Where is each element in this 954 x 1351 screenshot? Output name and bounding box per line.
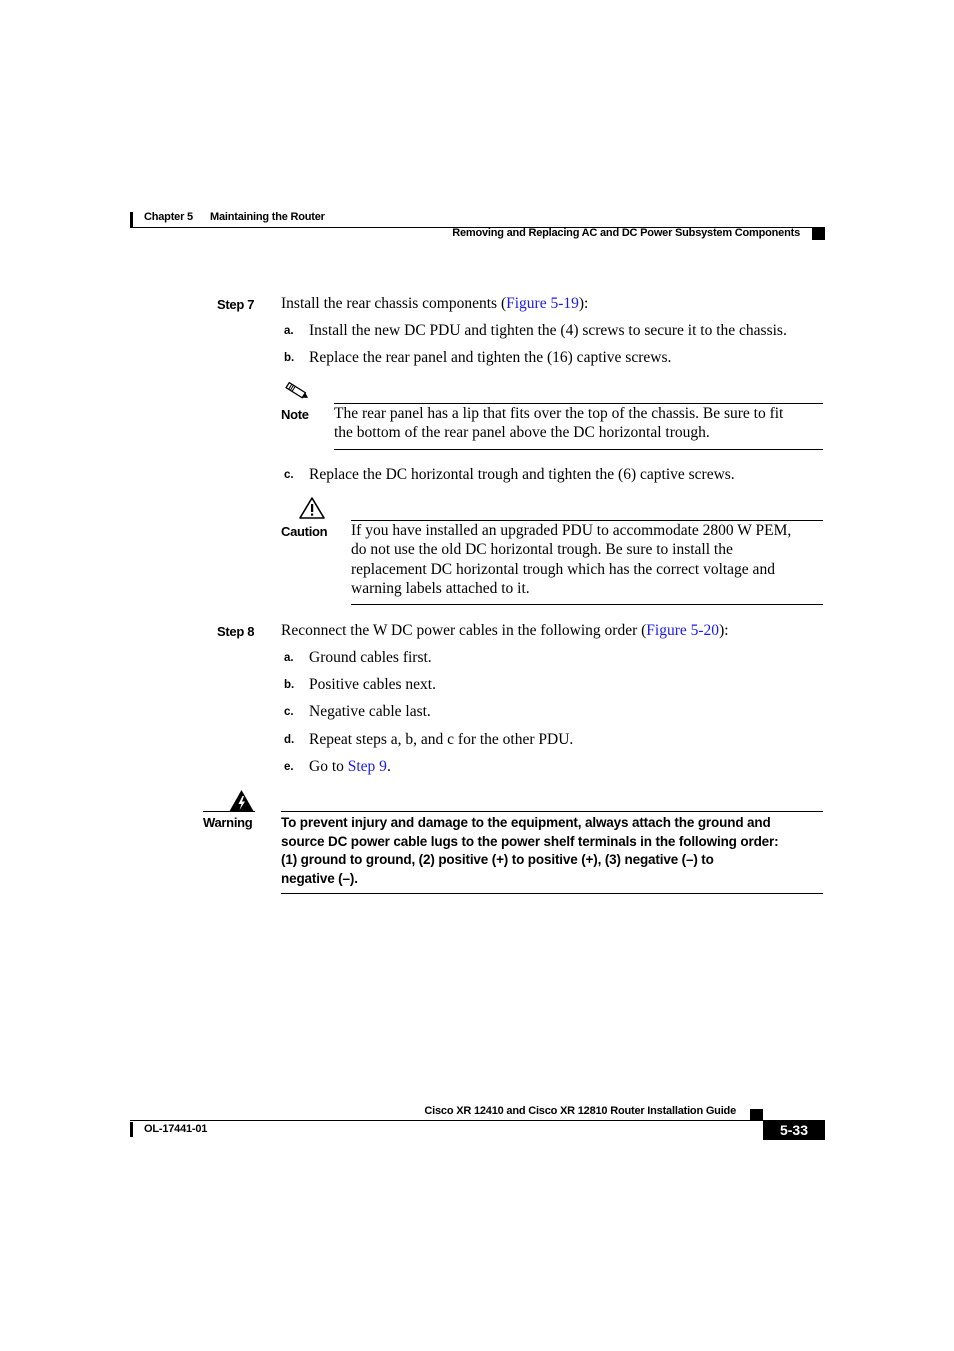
doc-number: OL-17441-01 [144, 1123, 208, 1135]
step-8-item-c-letter: c. [284, 706, 294, 718]
step-8-item-a-letter: a. [284, 652, 294, 664]
step-8-item-b-letter: b. [284, 679, 295, 691]
caution-bottom-rule [351, 604, 823, 605]
step-8-item-d-text: Repeat steps a, b, and c for the other PDU. [309, 731, 574, 748]
step-7-item-a-letter: a. [284, 325, 294, 337]
header-left-bar [130, 212, 133, 227]
step-8-label: Step 8 [217, 624, 255, 639]
step-7-item-c-text: Replace the DC horizontal trough and tighten the (6) captive screws. [309, 466, 735, 483]
step-7-item-a-text: Install the new DC PDU and tighten the (4) screws to secure it to the chassis. [309, 322, 787, 339]
warning-label-rule [203, 811, 255, 812]
page-number: 5-33 [779, 1122, 809, 1138]
step-8-item-e-letter: e. [284, 761, 294, 773]
warning-line-1: To prevent injury and damage to the equipment, always attach the ground and [281, 815, 771, 830]
caution-line-3: replacement DC horizontal trough which has the correct voltage and [351, 561, 775, 578]
warning-electrical-icon [228, 789, 255, 813]
note-top-rule [334, 403, 823, 404]
figure-5-20-link[interactable]: Figure 5-20 [646, 622, 720, 639]
warning-line-2: source DC power cable lugs to the power shelf terminals in the following order: [281, 834, 779, 849]
caution-top-rule [351, 520, 823, 521]
warning-bottom-rule [281, 893, 823, 894]
caution-line-1: If you have installed an upgraded PDU to accommodate 2800 W PEM, [351, 522, 792, 539]
step-8-item-d-letter: d. [284, 734, 295, 746]
step-7-item-c-letter: c. [284, 469, 294, 481]
step-7-label: Step 7 [217, 297, 255, 312]
caution-line-4: warning labels attached to it. [351, 580, 530, 597]
figure-5-19-link[interactable]: Figure 5-19 [506, 295, 579, 312]
warning-top-rule [281, 811, 823, 812]
note-line-2: the bottom of the rear panel above the DC horizontal trough. [334, 424, 710, 441]
step-7-text: Install the rear chassis components (Figure 5-19): [281, 295, 589, 312]
warning-line-4: negative (–). [281, 871, 358, 886]
step-8-text: Reconnect the W DC power cables in the following order (Figure 5-20): [281, 622, 729, 639]
caution-triangle-icon [298, 496, 326, 520]
caution-line-2: do not use the old DC horizontal trough. Be sure to install the [351, 541, 733, 558]
chapter-number: Chapter 5 [144, 211, 193, 223]
guide-title: Cisco XR 12410 and Cisco XR 12810 Router Installation Guide [424, 1105, 736, 1117]
step-8-item-e-text: Go to Step 9. [309, 758, 391, 775]
note-label: Note [281, 407, 309, 422]
step-7-item-b-letter: b. [284, 352, 295, 364]
footer-left-bar [130, 1122, 133, 1137]
step-9-link[interactable]: Step 9 [347, 758, 387, 775]
step-8-item-a-text: Ground cables first. [309, 649, 432, 666]
pencil-icon [283, 380, 311, 402]
section-title: Removing and Replacing AC and DC Power Subsystem Components [452, 227, 800, 239]
step-7-item-b-text: Replace the rear panel and tighten the (16) captive screws. [309, 349, 672, 366]
chapter-title: Maintaining the Router [210, 211, 325, 223]
footer-rule [130, 1120, 825, 1121]
header-marker-block [812, 228, 825, 240]
note-bottom-rule [334, 449, 823, 450]
note-line-1: The rear panel has a lip that fits over the top of the chassis. Be sure to fit [334, 405, 784, 422]
warning-label: Warning [203, 815, 253, 830]
warning-line-3: (1) ground to ground, (2) positive (+) to positive (+), (3) negative (–) to [281, 852, 714, 867]
step-8-item-b-text: Positive cables next. [309, 676, 436, 693]
caution-label: Caution [281, 524, 328, 539]
step-8-item-c-text: Negative cable last. [309, 703, 431, 720]
